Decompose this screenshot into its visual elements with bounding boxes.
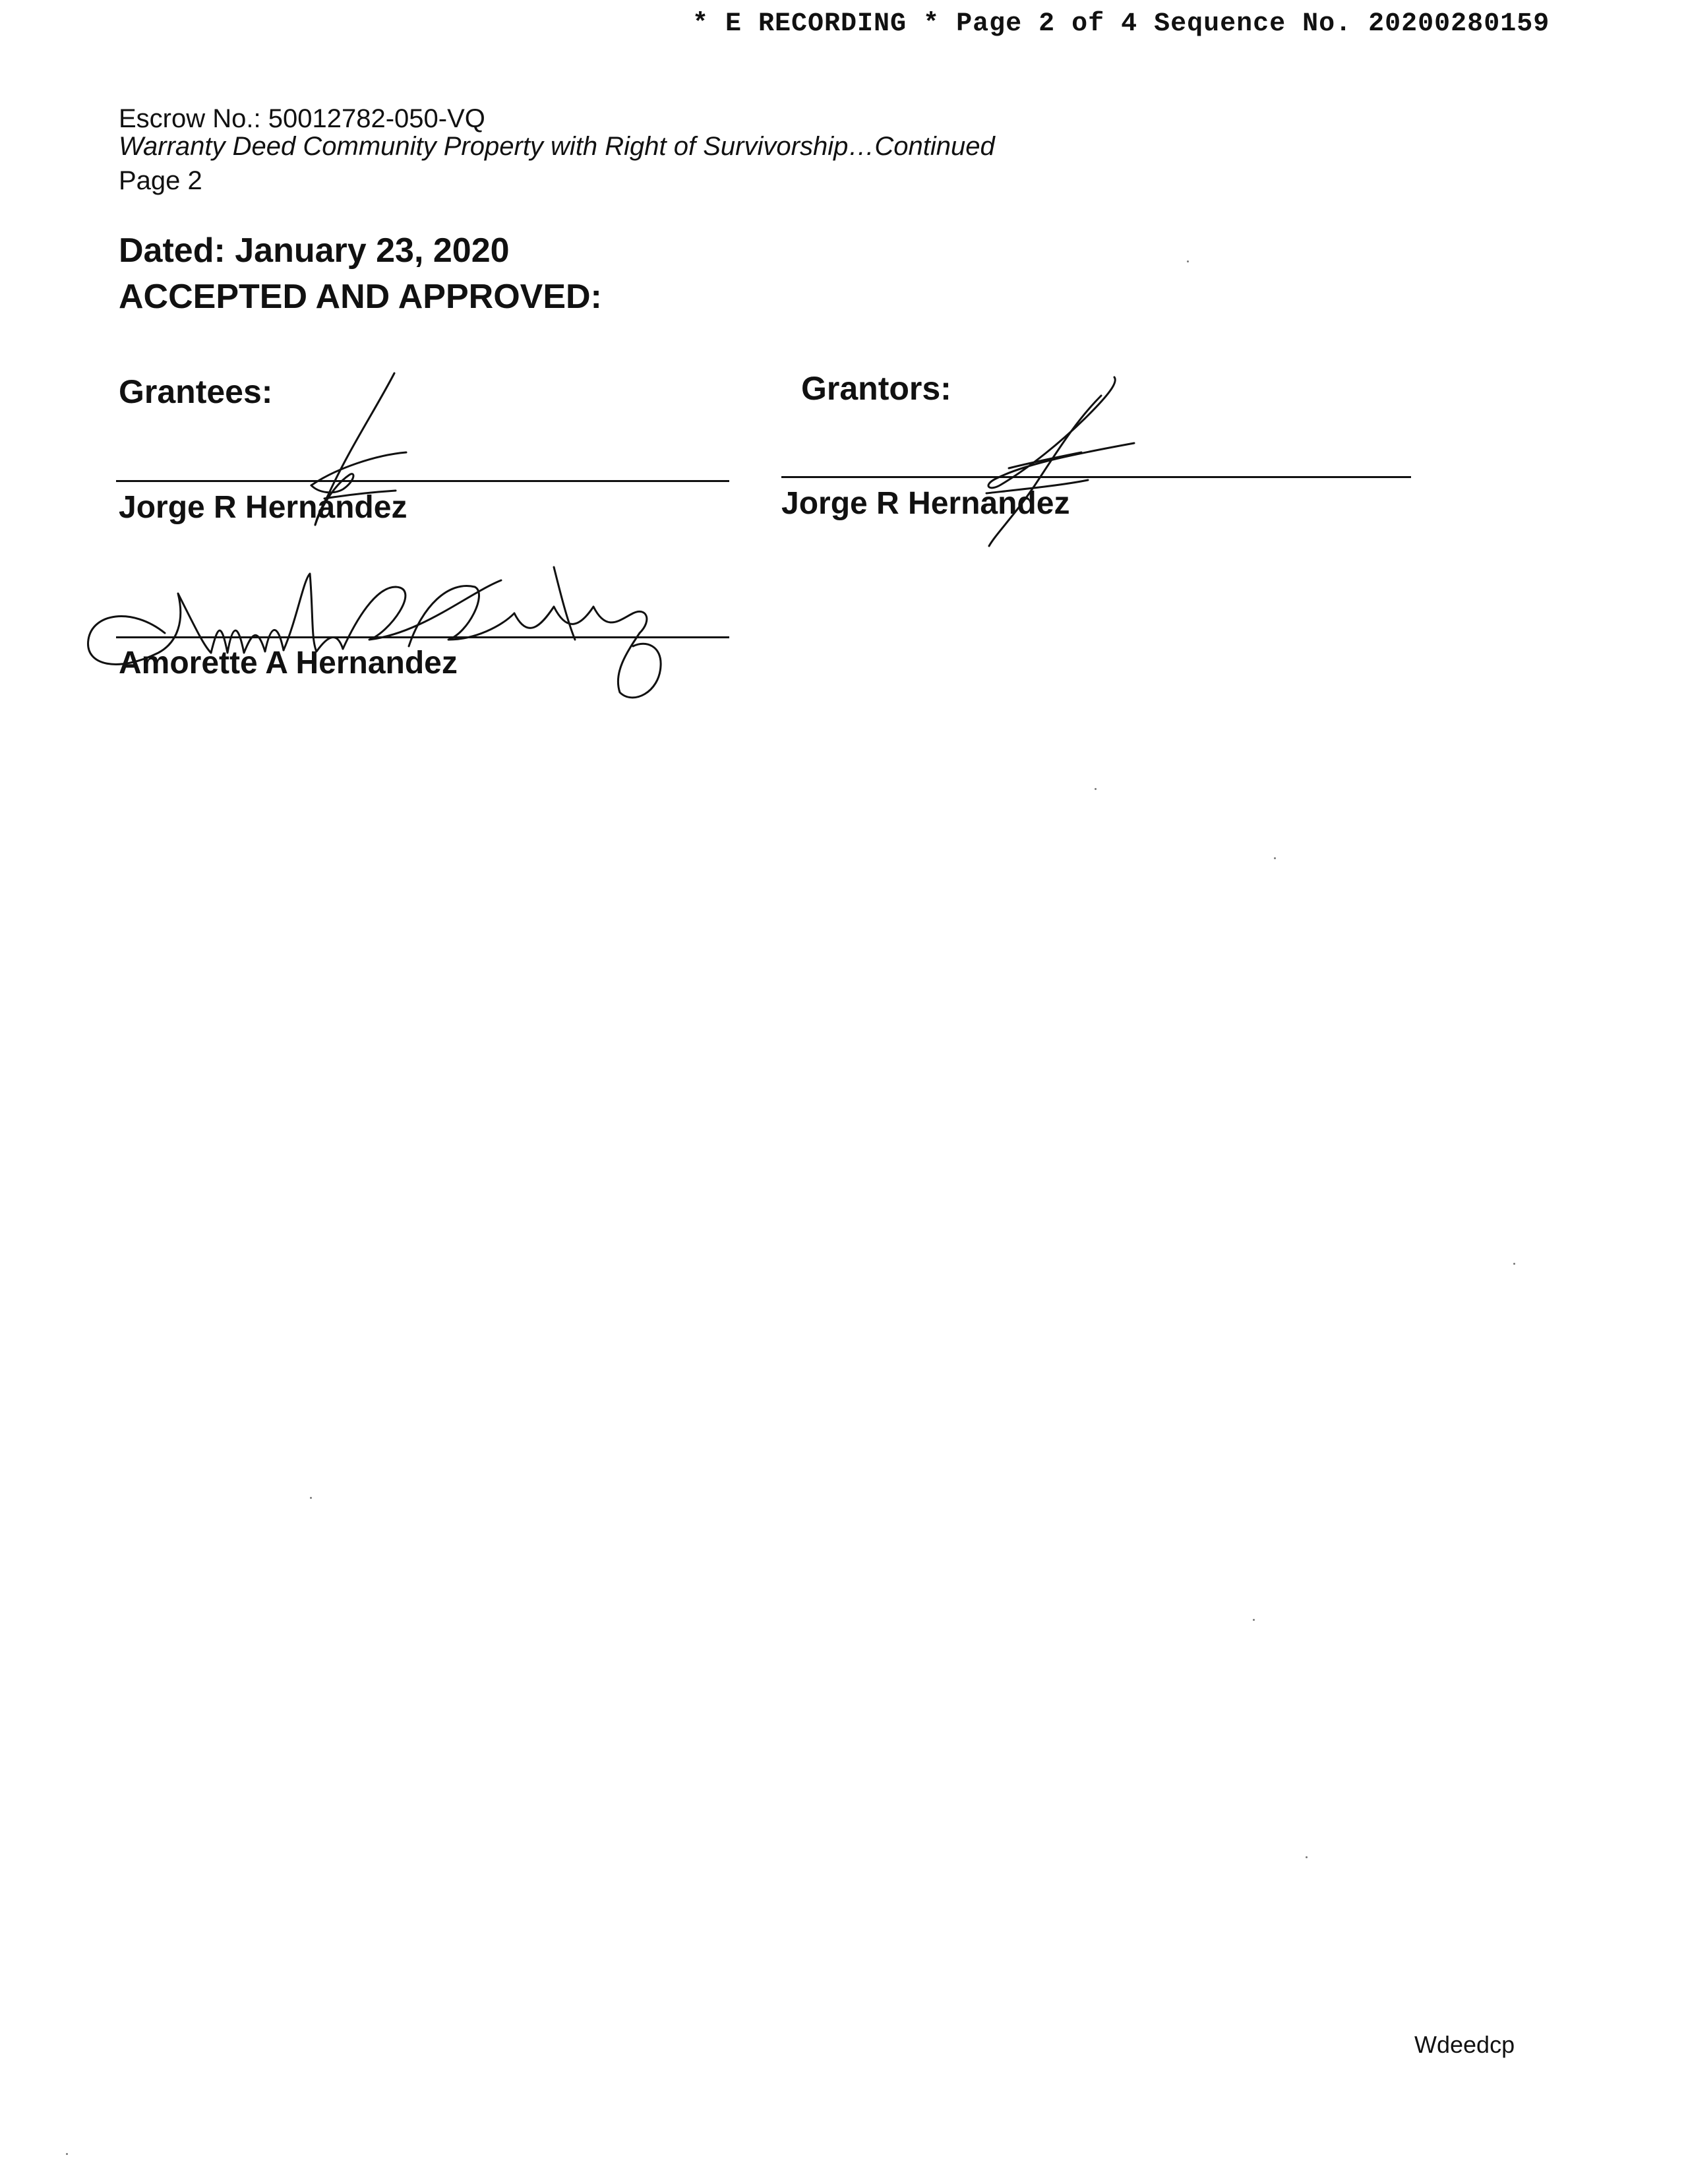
grantee-name-1: Jorge R Hernandez — [119, 490, 407, 525]
scan-speck — [310, 1497, 312, 1499]
page-label: Page 2 — [119, 166, 202, 195]
accepted-heading: ACCEPTED AND APPROVED: — [119, 278, 602, 316]
scan-speck — [1253, 1619, 1255, 1621]
grantee-signature-2 — [79, 541, 673, 706]
scan-speck — [1306, 1856, 1308, 1858]
scan-speck — [66, 2153, 68, 2155]
scan-speck — [1274, 857, 1276, 859]
grantor-signature-1 — [923, 369, 1147, 561]
deed-title: Warranty Deed Community Property with Right of Survivorship…Continued — [119, 132, 995, 161]
grantee-signature-1 — [277, 369, 448, 541]
recording-header: * E RECORDING * Page 2 of 4 Sequence No. 20200280159 — [692, 9, 1550, 39]
grantor-name-1: Jorge R Hernandez — [781, 486, 1070, 521]
grantee-name-2: Amorette A Hernandez — [119, 646, 458, 681]
form-code: Wdeedcp — [1414, 2031, 1515, 2058]
scan-speck — [1513, 1263, 1515, 1265]
escrow-number: Escrow No.: 50012782-050-VQ — [119, 104, 485, 133]
grantees-heading: Grantees: — [119, 373, 273, 410]
scan-speck — [1095, 788, 1097, 790]
dated-line: Dated: January 23, 2020 — [119, 231, 510, 270]
scan-speck — [1187, 260, 1189, 262]
grantors-heading: Grantors: — [801, 370, 951, 407]
